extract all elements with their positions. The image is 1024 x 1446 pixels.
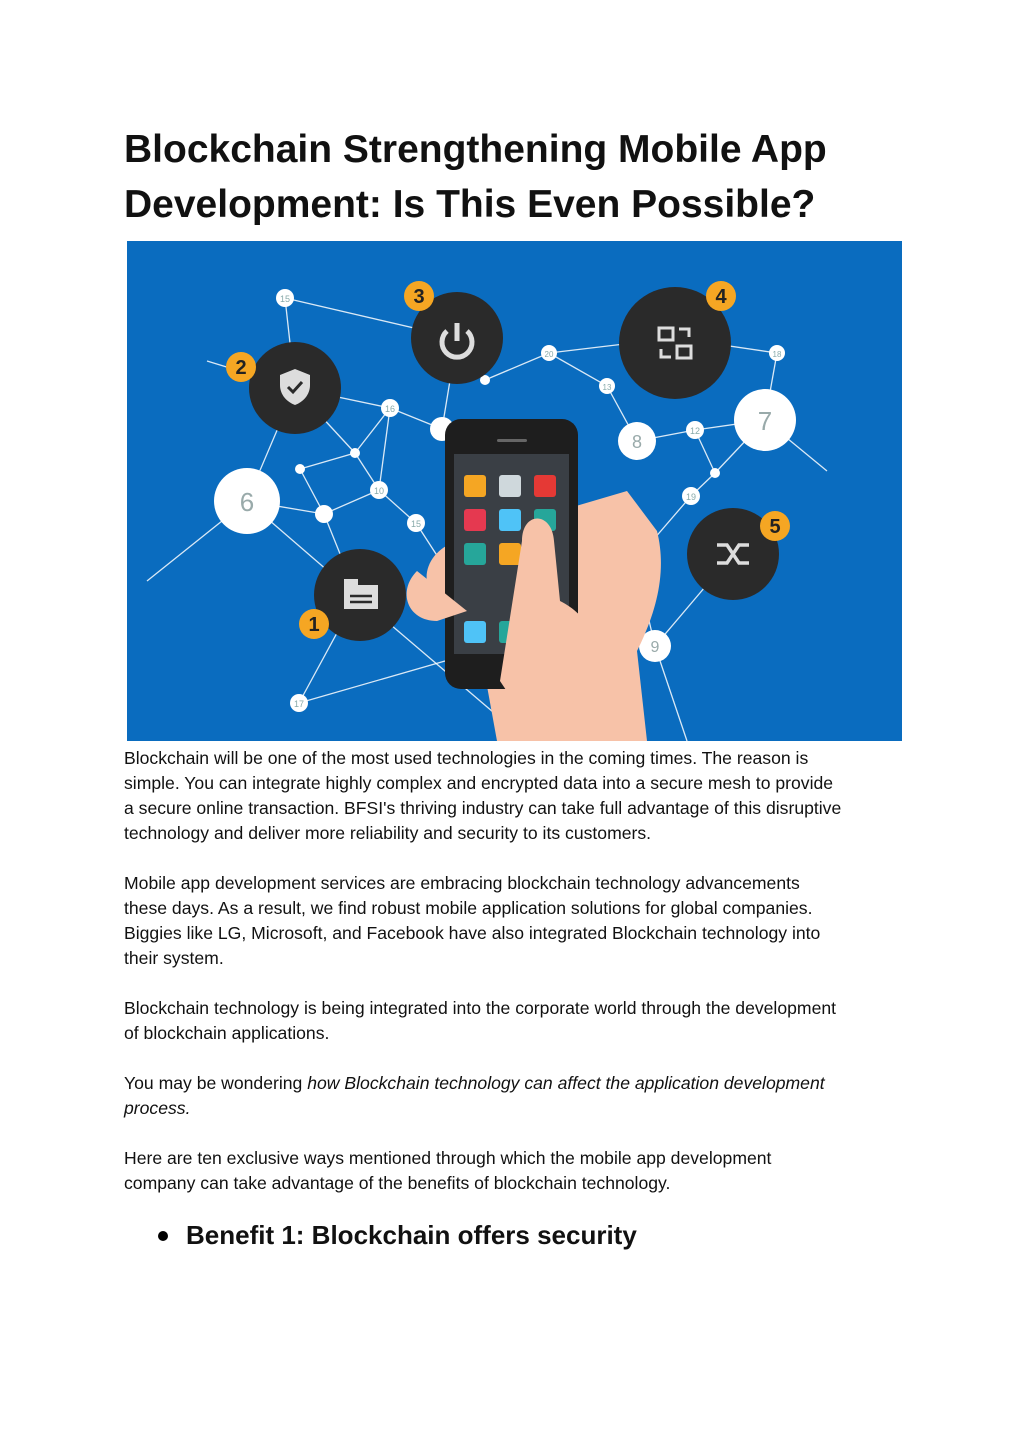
paragraph-line: Here are ten exclusive ways mentioned through which the mobile app development	[124, 1148, 772, 1168]
badge-label: 4	[715, 286, 727, 308]
paragraph-line: Mobile app development services are embracing blockchain technology advancements	[124, 873, 800, 893]
benefit-heading-text: Benefit 1: Blockchain offers security	[186, 1220, 637, 1250]
node-label: 12	[689, 426, 701, 436]
badge-label: 5	[769, 516, 781, 538]
node-label: 8	[631, 432, 643, 452]
node-label: 10	[373, 486, 385, 496]
node-label: 6	[239, 487, 255, 517]
badge-label: 3	[413, 286, 425, 308]
paragraph-mobile-services	[124, 871, 914, 971]
paragraph-line: Biggies like LG, Microsoft, and Facebook have also integrated Blockchain technology into	[124, 923, 821, 943]
node-label: 16	[384, 404, 396, 414]
node-label: 17	[293, 699, 305, 709]
node-label: 19	[685, 492, 697, 502]
node-label: 15	[279, 294, 291, 304]
paragraph-line: Blockchain will be one of the most used technologies in the coming times. The reason is	[124, 748, 809, 768]
paragraph-line: these days. As a result, we find robust mobile application solutions for global companies.	[124, 898, 813, 918]
node-label: 18	[772, 350, 782, 359]
node-label: 9	[650, 639, 660, 656]
paragraph-line: Blockchain technology is being integrated into the corporate world through the development	[124, 998, 837, 1018]
paragraph-lead: You may be wondering	[124, 1073, 308, 1093]
article-title	[124, 122, 924, 232]
benefit-heading	[158, 1220, 637, 1251]
paragraph-line	[124, 1096, 914, 1121]
node-label: 15	[410, 519, 422, 529]
badge-label: 2	[235, 357, 247, 379]
paragraph-italic: how Blockchain technology can affect the application development	[307, 1073, 825, 1093]
title-line-2: Development: Is This Even Possible?	[124, 183, 816, 226]
paragraph-italic: process.	[124, 1098, 191, 1118]
paragraph-line: company can take advantage of the benefits of blockchain technology.	[124, 1173, 671, 1193]
paragraph-line: technology and deliver more reliability and security to its customers.	[124, 823, 652, 843]
paragraph-line	[124, 1071, 914, 1096]
paragraph-line: of blockchain applications.	[124, 1023, 330, 1043]
paragraph-line: their system.	[124, 948, 224, 968]
paragraph-line: simple. You can integrate highly complex and encrypted data into a secure mesh to provide	[124, 773, 834, 793]
paragraph-line: a secure online transaction. BFSI's thriving industry can take full advantage of this disruptive	[124, 798, 842, 818]
bullet-icon	[158, 1231, 168, 1241]
paragraph-intro	[124, 746, 914, 846]
node-label: 7	[757, 406, 773, 436]
badge-label: 1	[308, 614, 320, 636]
node-label: 13	[602, 383, 612, 392]
paragraph-wondering	[124, 1071, 914, 1121]
paragraph-corporate	[124, 996, 914, 1046]
title-line-1: Blockchain Strengthening Mobile App	[124, 128, 827, 171]
node-label: 20	[544, 350, 554, 359]
hero-illustration	[127, 241, 902, 741]
paragraph-ten-ways	[124, 1146, 914, 1196]
